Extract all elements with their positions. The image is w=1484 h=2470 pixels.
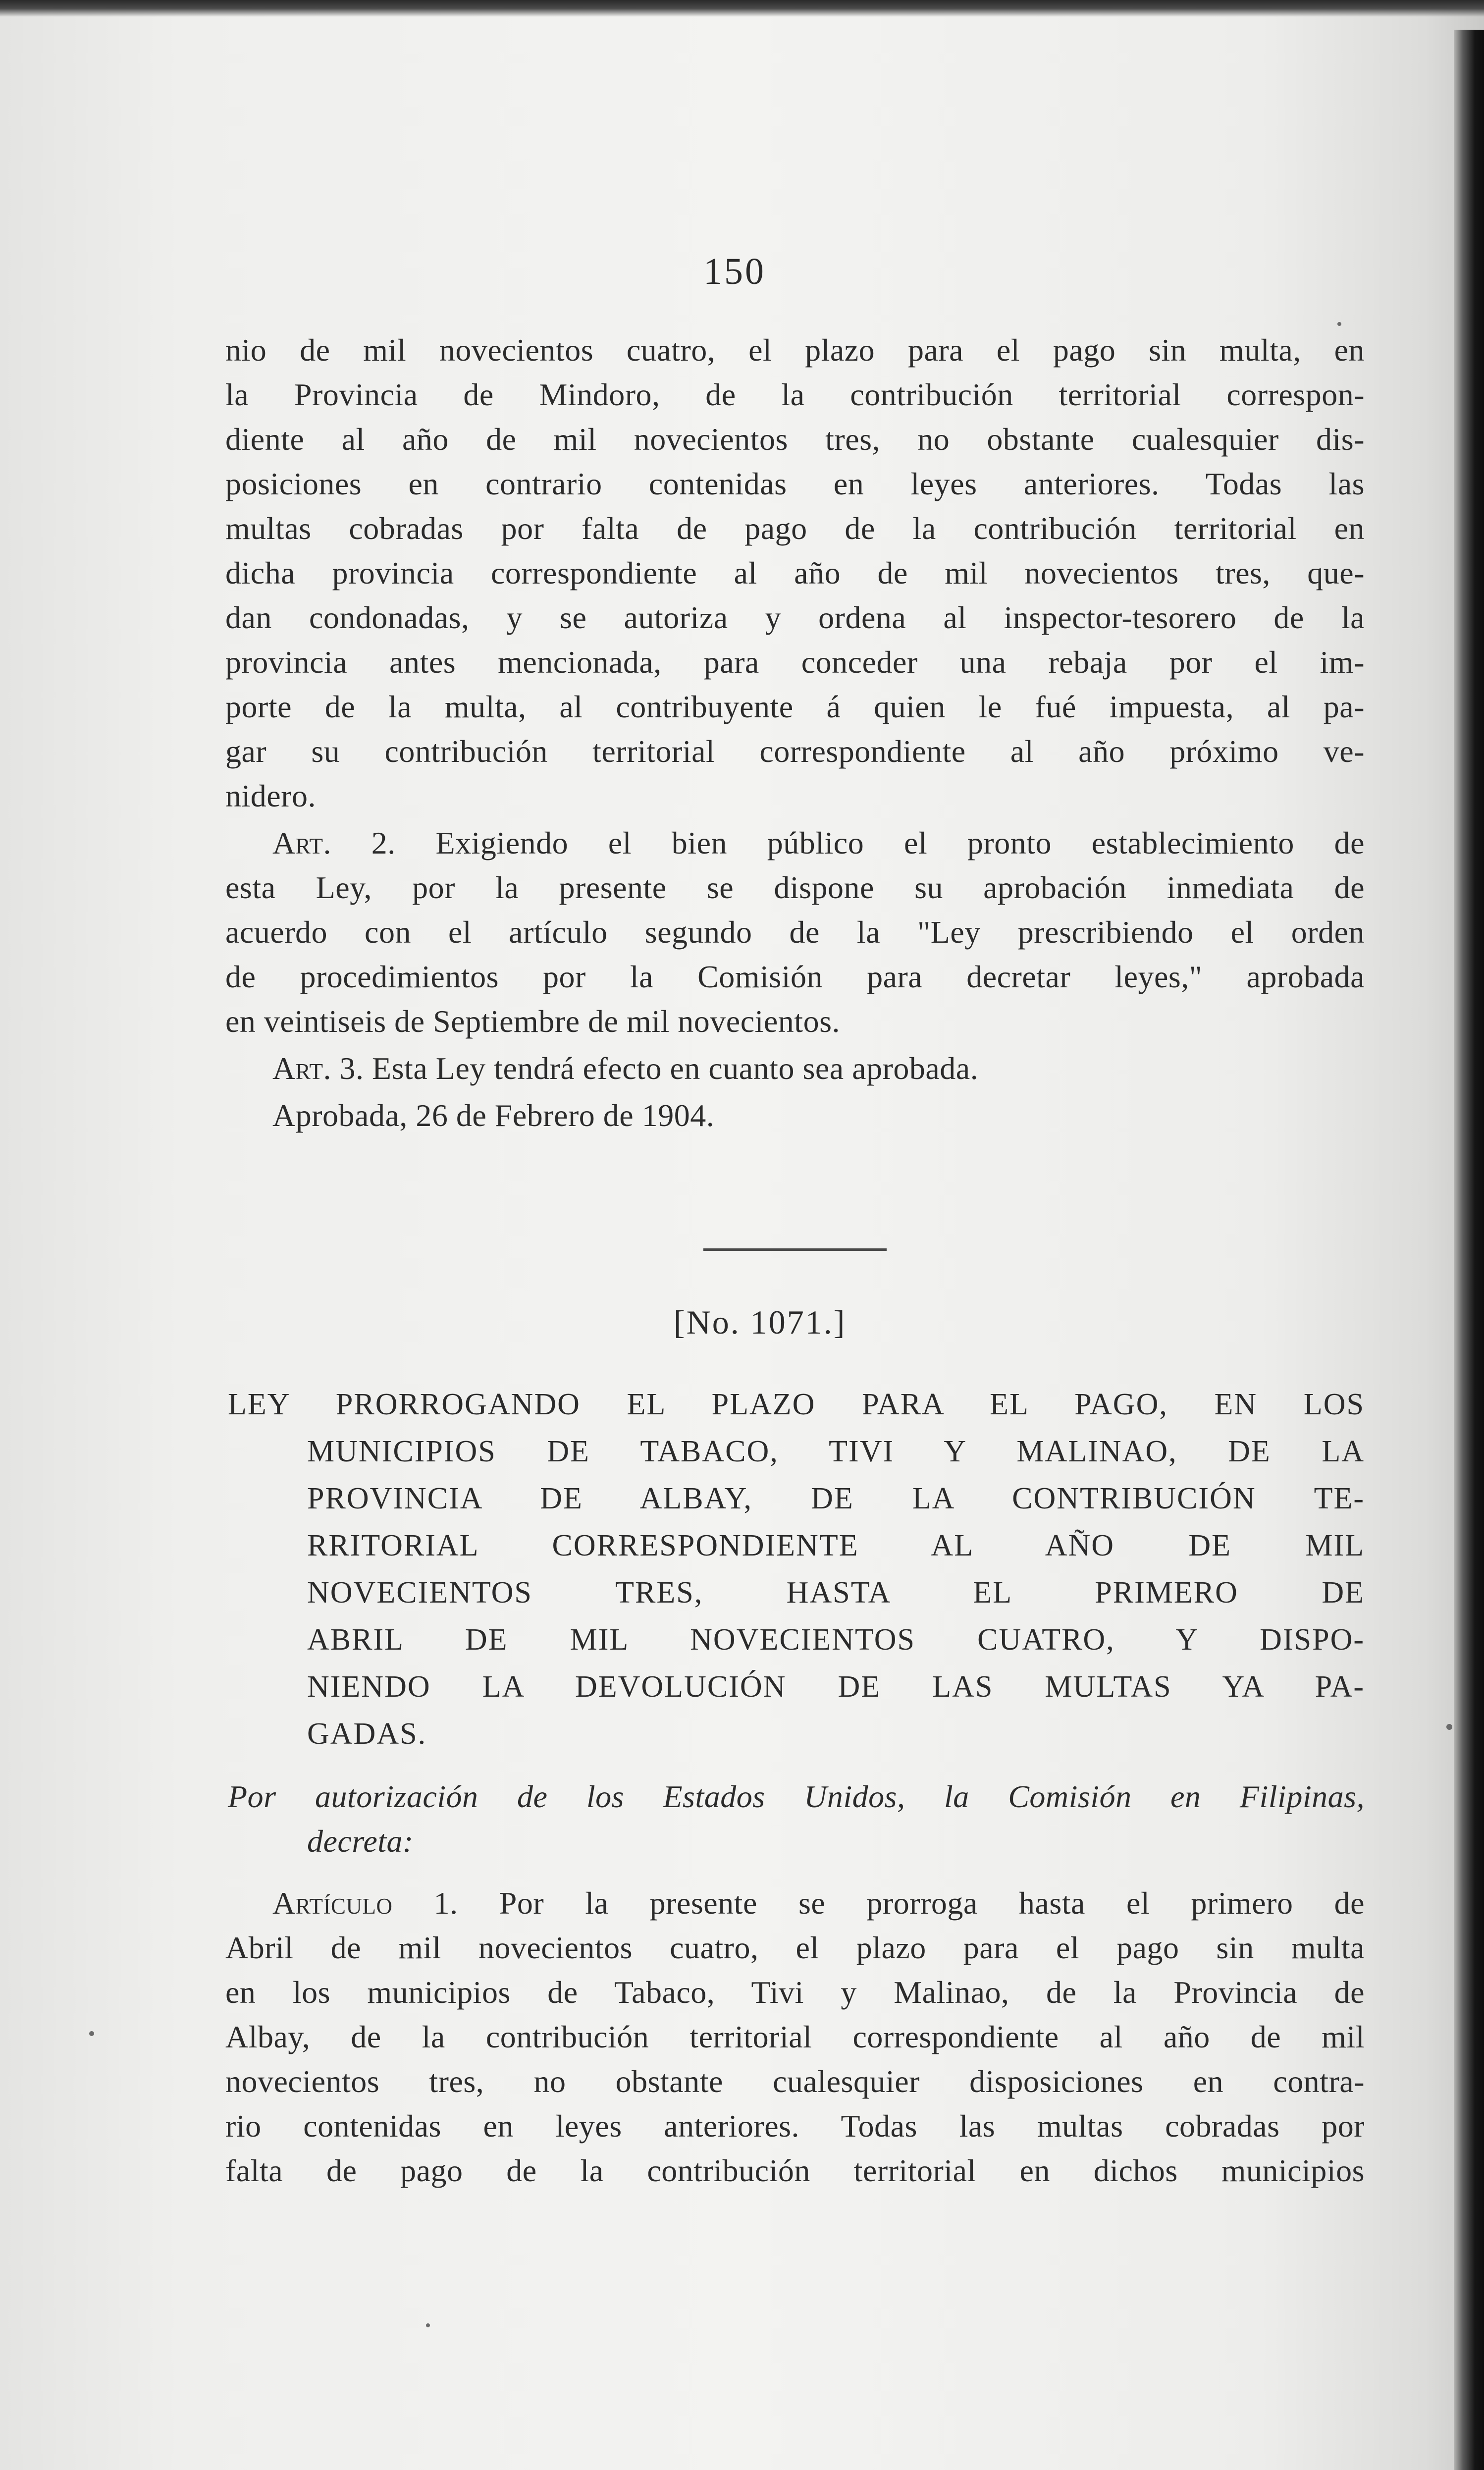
paragraph-line: acuerdo con el artículo segundo de la "Ley prescribiendo el orden xyxy=(225,914,1365,950)
law-title-line: MUNICIPIOS DE TABACO, TIVI Y MALINAO, DE LA xyxy=(307,1435,1365,1468)
law-title-line: ABRIL DE MIL NOVECIENTOS CUATRO, Y DISPO- xyxy=(307,1623,1365,1657)
paragraph-line: novecientos tres, no obstante cualesquier disposiciones en contra- xyxy=(225,2064,1365,2099)
enacting-clause-line: Por autorización de los Estados Unidos, la Comisión en Filipinas, xyxy=(228,1779,1365,1814)
paragraph-line: porte de la multa, al contribuyente á quien le fué impuesta, al pa- xyxy=(225,689,1365,724)
paragraph-line: esta Ley, por la presente se dispone su aprobación inmediata de xyxy=(225,870,1365,905)
paragraph-line: posiciones en contrario contenidas en leyes anteriores. Todas las xyxy=(225,466,1365,501)
law-title-line: NOVECIENTOS TRES, HASTA EL PRIMERO DE xyxy=(307,1576,1365,1610)
paragraph-line: falta de pago de la contribución territorial en dichos municipios xyxy=(225,2153,1365,2188)
paragraph-line: provincia antes mencionada, para conceder una rebaja por el im- xyxy=(225,644,1365,680)
paragraph-line: Albay, de la contribución territorial correspondiente al año de mil xyxy=(225,2019,1365,2054)
speck xyxy=(1337,322,1341,326)
enacting-clause-line: decreta: xyxy=(307,1824,414,1859)
article-2-first-line xyxy=(272,825,1365,861)
law-title-line: LEY PRORROGANDO EL PLAZO PARA EL PAGO, EN LOS xyxy=(228,1388,1365,1421)
law-title-line: RRITORIAL CORRESPONDIENTE AL AÑO DE MIL xyxy=(307,1529,1365,1562)
law-title-line: PROVINCIA DE ALBAY, DE LA CONTRIBUCIÓN TE- xyxy=(307,1482,1365,1515)
paragraph-line: Abril de mil novecientos cuatro, el plazo para el pago sin multa xyxy=(225,1930,1365,1965)
page-top-shadow xyxy=(0,0,1484,17)
paragraph-line: en los municipios de Tabaco, Tivi y Malinao, de la Provincia de xyxy=(225,1975,1365,2010)
article-3-text: 3. Esta Ley tendrá efecto en cuanto sea aprobada. xyxy=(339,1051,979,1086)
paragraph-line: en veintiseis de Septiembre de mil novecientos. xyxy=(225,1004,840,1039)
law-number: [No. 1071.] xyxy=(674,1303,847,1341)
paragraph-line: multas cobradas por falta de pago de la contribución territorial en xyxy=(225,511,1365,546)
paragraph-line: la Provincia de Mindoro, de la contribución territorial correspon- xyxy=(225,377,1365,412)
article-3-line xyxy=(272,1050,1365,1087)
paragraph-line: de procedimientos por la Comisión para decretar leyes," aprobada xyxy=(225,959,1365,994)
article-1-label: Artículo xyxy=(272,1885,393,1921)
page-number: 150 xyxy=(703,251,766,292)
section-divider xyxy=(703,1248,887,1251)
speck xyxy=(1446,1724,1452,1730)
law-title-line: NIENDO LA DEVOLUCIÓN DE LAS MULTAS YA PA- xyxy=(307,1670,1365,1704)
paragraph-line: dicha provincia correspondiente al año de mil novecientos tres, que- xyxy=(225,555,1365,591)
article-1-first-line xyxy=(272,1885,1365,1922)
paragraph-line: nidero. xyxy=(225,778,316,813)
article-1-text: 1. Por la presente se prorroga hasta el primero de xyxy=(433,1885,1365,1921)
law-title-line: GADAS. xyxy=(307,1717,427,1751)
speck xyxy=(426,2323,430,2327)
paragraph-line: nio de mil novecientos cuatro, el plazo para el pago sin multa, en xyxy=(225,332,1365,368)
approval-date: Aprobada, 26 de Febrero de 1904. xyxy=(272,1098,715,1133)
paragraph-line: gar su contribución territorial correspondiente al año próximo ve- xyxy=(225,734,1365,769)
article-2-label: Art. xyxy=(272,825,332,860)
speck xyxy=(89,2031,94,2036)
paragraph-line: diente al año de mil novecientos tres, no obstante cualesquier dis- xyxy=(225,422,1365,457)
paragraph-line: dan condonadas, y se autoriza y ordena al inspector-tesorero de la xyxy=(225,600,1365,635)
article-2-text: 2. Exigiendo el bien público el pronto establecimiento de xyxy=(371,825,1365,860)
paragraph-line: rio contenidas en leyes anteriores. Todas las multas cobradas por xyxy=(225,2108,1365,2144)
article-3-label: Art. xyxy=(272,1051,332,1086)
book-spine-shadow xyxy=(1454,30,1484,2470)
